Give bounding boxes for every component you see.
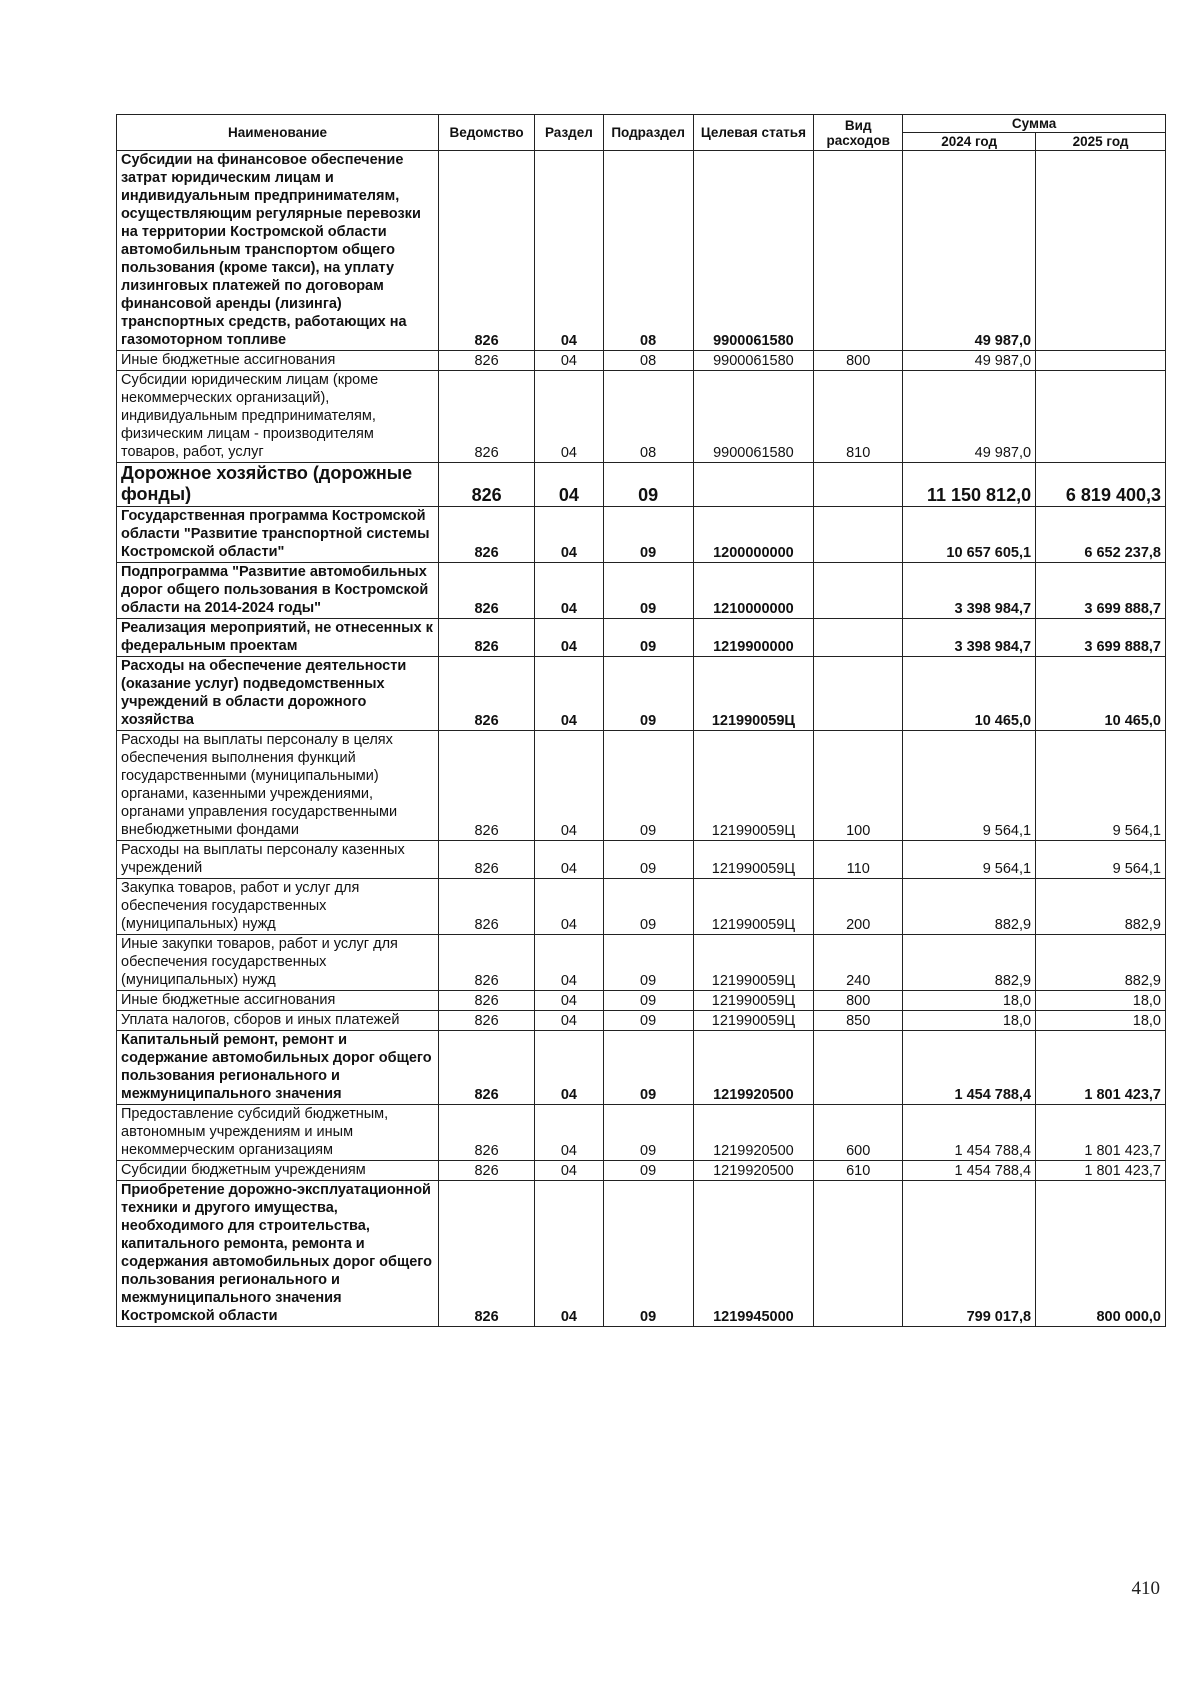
cell-expense-type (814, 151, 903, 351)
cell-target-article: 1219920500 (693, 1031, 814, 1105)
header-dept: Ведомство (439, 115, 535, 151)
table-row (117, 1105, 1166, 1161)
cell-target-article: 1219900000 (693, 619, 814, 657)
cell-sum-2025: 882,9 (1036, 935, 1166, 991)
cell-name: Субсидии юридическим лицам (кроме некоммерческих организаций), индивидуальным предпринимателям, физическим лицам - производителям товаров, работ, услуг (117, 371, 439, 463)
cell-target-article: 9900061580 (693, 371, 814, 463)
cell-subsection: 09 (603, 563, 693, 619)
cell-section: 04 (535, 841, 604, 879)
cell-section: 04 (535, 991, 604, 1011)
cell-subsection: 09 (603, 619, 693, 657)
cell-target-article: 121990059Ц (693, 991, 814, 1011)
cell-target-article: 1210000000 (693, 563, 814, 619)
table-row (117, 151, 1166, 351)
cell-expense-type: 200 (814, 879, 903, 935)
cell-name: Реализация мероприятий, не отнесенных к федеральным проектам (117, 619, 439, 657)
cell-name: Приобретение дорожно-эксплуатационной техники и другого имущества, необходимого для строительства, капитального ремонта, ремонта и содержания автомобильных дорог общего пользования регионального и межмуниципального значения Костромской области (117, 1181, 439, 1327)
cell-section: 04 (535, 507, 604, 563)
cell-subsection: 09 (603, 463, 693, 507)
cell-target-article: 121990059Ц (693, 879, 814, 935)
table-row (117, 1181, 1166, 1327)
cell-sum-2024: 3 398 984,7 (903, 563, 1036, 619)
cell-section: 04 (535, 935, 604, 991)
cell-department: 826 (439, 991, 535, 1011)
cell-target-article: 1200000000 (693, 507, 814, 563)
cell-sum-2024: 10 657 605,1 (903, 507, 1036, 563)
cell-sum-2024: 18,0 (903, 1011, 1036, 1031)
cell-section: 04 (535, 1105, 604, 1161)
cell-sum-2025: 1 801 423,7 (1036, 1031, 1166, 1105)
cell-sum-2024: 49 987,0 (903, 351, 1036, 371)
cell-name: Дорожное хозяйство (дорожные фонды) (117, 463, 439, 507)
header-subsection: Подраздел (603, 115, 693, 151)
cell-sum-2024: 9 564,1 (903, 841, 1036, 879)
table-row (117, 463, 1166, 507)
cell-name: Расходы на выплаты персоналу в целях обеспечения выполнения функций государственными (муниципальными) органами, казенными учреждениями, органами управления государственными внебюджетными фондами (117, 731, 439, 841)
cell-department: 826 (439, 463, 535, 507)
cell-department: 826 (439, 879, 535, 935)
cell-department: 826 (439, 507, 535, 563)
cell-name: Иные закупки товаров, работ и услуг для обеспечения государственных (муниципальных) нужд (117, 935, 439, 991)
cell-target-article: 9900061580 (693, 351, 814, 371)
cell-sum-2024: 10 465,0 (903, 657, 1036, 731)
cell-sum-2025: 10 465,0 (1036, 657, 1166, 731)
cell-subsection: 08 (603, 371, 693, 463)
table-row (117, 731, 1166, 841)
cell-expense-type: 240 (814, 935, 903, 991)
cell-section: 04 (535, 563, 604, 619)
cell-department: 826 (439, 1011, 535, 1031)
cell-sum-2024: 9 564,1 (903, 731, 1036, 841)
cell-department: 826 (439, 351, 535, 371)
page-number: 410 (1131, 1578, 1160, 1599)
cell-target-article: 9900061580 (693, 151, 814, 351)
cell-sum-2025: 1 801 423,7 (1036, 1161, 1166, 1181)
table-row (117, 657, 1166, 731)
table-row (117, 619, 1166, 657)
cell-name: Субсидии на финансовое обеспечение затрат юридическим лицам и индивидуальным предпринимателям, осуществляющим регулярные перевозки на территории Костромской области автомобильным транспортом общего пользования (кроме такси), на уплату лизинговых платежей по договорам финансовой аренды (лизинга) транспортных средств, работающих на газомоторном топливе (117, 151, 439, 351)
cell-sum-2025: 6 819 400,3 (1036, 463, 1166, 507)
cell-subsection: 08 (603, 351, 693, 371)
cell-expense-type: 810 (814, 371, 903, 463)
cell-sum-2024: 882,9 (903, 879, 1036, 935)
cell-department: 826 (439, 1031, 535, 1105)
cell-section: 04 (535, 463, 604, 507)
cell-subsection: 09 (603, 657, 693, 731)
cell-department: 826 (439, 731, 535, 841)
cell-name: Закупка товаров, работ и услуг для обеспечения государственных (муниципальных) нужд (117, 879, 439, 935)
cell-section: 04 (535, 1161, 604, 1181)
cell-name: Капитальный ремонт, ремонт и содержание автомобильных дорог общего пользования регионального и межмуниципального значения (117, 1031, 439, 1105)
cell-sum-2024: 3 398 984,7 (903, 619, 1036, 657)
cell-subsection: 09 (603, 935, 693, 991)
table-row (117, 991, 1166, 1011)
cell-sum-2025: 18,0 (1036, 991, 1166, 1011)
cell-subsection: 09 (603, 1011, 693, 1031)
budget-table (116, 114, 1166, 1327)
cell-subsection: 09 (603, 1105, 693, 1161)
cell-department: 826 (439, 935, 535, 991)
cell-subsection: 09 (603, 1181, 693, 1327)
cell-target-article: 1219920500 (693, 1161, 814, 1181)
cell-section: 04 (535, 1031, 604, 1105)
table-row (117, 1161, 1166, 1181)
cell-sum-2025: 9 564,1 (1036, 731, 1166, 841)
cell-sum-2024: 1 454 788,4 (903, 1031, 1036, 1105)
cell-sum-2024: 49 987,0 (903, 371, 1036, 463)
cell-department: 826 (439, 151, 535, 351)
cell-section: 04 (535, 1011, 604, 1031)
cell-subsection: 09 (603, 507, 693, 563)
cell-section: 04 (535, 151, 604, 351)
cell-name: Расходы на выплаты персоналу казенных учреждений (117, 841, 439, 879)
header-expense-type: Вид расходов (814, 115, 903, 151)
cell-department: 826 (439, 619, 535, 657)
table-row (117, 507, 1166, 563)
cell-expense-type: 800 (814, 351, 903, 371)
cell-sum-2025: 9 564,1 (1036, 841, 1166, 879)
table-row (117, 935, 1166, 991)
cell-sum-2024: 18,0 (903, 991, 1036, 1011)
cell-subsection: 09 (603, 1161, 693, 1181)
cell-sum-2025: 18,0 (1036, 1011, 1166, 1031)
cell-expense-type: 600 (814, 1105, 903, 1161)
cell-target-article: 1219945000 (693, 1181, 814, 1327)
cell-expense-type (814, 563, 903, 619)
table-row (117, 371, 1166, 463)
cell-sum-2025: 3 699 888,7 (1036, 563, 1166, 619)
cell-sum-2025: 3 699 888,7 (1036, 619, 1166, 657)
cell-sum-2024: 799 017,8 (903, 1181, 1036, 1327)
cell-section: 04 (535, 731, 604, 841)
header-section: Раздел (535, 115, 604, 151)
header-sum: Сумма (903, 115, 1166, 133)
cell-name: Иные бюджетные ассигнования (117, 351, 439, 371)
cell-sum-2025: 6 652 237,8 (1036, 507, 1166, 563)
header-year-2025: 2025 год (1036, 133, 1166, 151)
cell-expense-type: 800 (814, 991, 903, 1011)
cell-sum-2024: 1 454 788,4 (903, 1105, 1036, 1161)
cell-department: 826 (439, 563, 535, 619)
table-row (117, 841, 1166, 879)
cell-name: Расходы на обеспечение деятельности (оказание услуг) подведомственных учреждений в области дорожного хозяйства (117, 657, 439, 731)
cell-department: 826 (439, 1105, 535, 1161)
cell-department: 826 (439, 1161, 535, 1181)
cell-target-article: 121990059Ц (693, 731, 814, 841)
cell-department: 826 (439, 657, 535, 731)
cell-sum-2025 (1036, 351, 1166, 371)
table-row (117, 351, 1166, 371)
cell-name: Предоставление субсидий бюджетным, автономным учреждениям и иным некоммерческим организациям (117, 1105, 439, 1161)
cell-name: Иные бюджетные ассигнования (117, 991, 439, 1011)
cell-expense-type (814, 657, 903, 731)
cell-sum-2024: 1 454 788,4 (903, 1161, 1036, 1181)
table-row (117, 1031, 1166, 1105)
cell-expense-type: 850 (814, 1011, 903, 1031)
cell-sum-2024: 882,9 (903, 935, 1036, 991)
cell-subsection: 09 (603, 991, 693, 1011)
cell-name: Государственная программа Костромской области "Развитие транспортной системы Костромской области" (117, 507, 439, 563)
cell-section: 04 (535, 879, 604, 935)
cell-name: Уплата налогов, сборов и иных платежей (117, 1011, 439, 1031)
header-name: Наименование (117, 115, 439, 151)
cell-section: 04 (535, 657, 604, 731)
cell-target-article: 121990059Ц (693, 1011, 814, 1031)
cell-subsection: 09 (603, 1031, 693, 1105)
header-year-2024: 2024 год (903, 133, 1036, 151)
cell-section: 04 (535, 351, 604, 371)
cell-section: 04 (535, 1181, 604, 1327)
cell-name: Субсидии бюджетным учреждениям (117, 1161, 439, 1181)
cell-expense-type (814, 507, 903, 563)
cell-expense-type: 100 (814, 731, 903, 841)
cell-sum-2025: 800 000,0 (1036, 1181, 1166, 1327)
cell-subsection: 08 (603, 151, 693, 351)
cell-target-article: 121990059Ц (693, 841, 814, 879)
cell-sum-2025: 1 801 423,7 (1036, 1105, 1166, 1161)
cell-department: 826 (439, 371, 535, 463)
cell-sum-2025 (1036, 371, 1166, 463)
cell-target-article (693, 463, 814, 507)
cell-section: 04 (535, 371, 604, 463)
cell-sum-2024: 49 987,0 (903, 151, 1036, 351)
table-body (117, 151, 1166, 1327)
cell-target-article: 121990059Ц (693, 657, 814, 731)
cell-department: 826 (439, 1181, 535, 1327)
table-row (117, 1011, 1166, 1031)
cell-subsection: 09 (603, 879, 693, 935)
cell-subsection: 09 (603, 841, 693, 879)
cell-expense-type (814, 463, 903, 507)
cell-expense-type (814, 1181, 903, 1327)
cell-department: 826 (439, 841, 535, 879)
cell-target-article: 121990059Ц (693, 935, 814, 991)
table-row (117, 879, 1166, 935)
cell-expense-type (814, 1031, 903, 1105)
cell-sum-2025: 882,9 (1036, 879, 1166, 935)
cell-target-article: 1219920500 (693, 1105, 814, 1161)
cell-sum-2025 (1036, 151, 1166, 351)
cell-name: Подпрограмма "Развитие автомобильных дорог общего пользования в Костромской области на 2014-2024 годы" (117, 563, 439, 619)
cell-subsection: 09 (603, 731, 693, 841)
cell-expense-type: 110 (814, 841, 903, 879)
header-target: Целевая статья (693, 115, 814, 151)
table-row (117, 563, 1166, 619)
cell-expense-type (814, 619, 903, 657)
cell-expense-type: 610 (814, 1161, 903, 1181)
cell-section: 04 (535, 619, 604, 657)
cell-sum-2024: 11 150 812,0 (903, 463, 1036, 507)
